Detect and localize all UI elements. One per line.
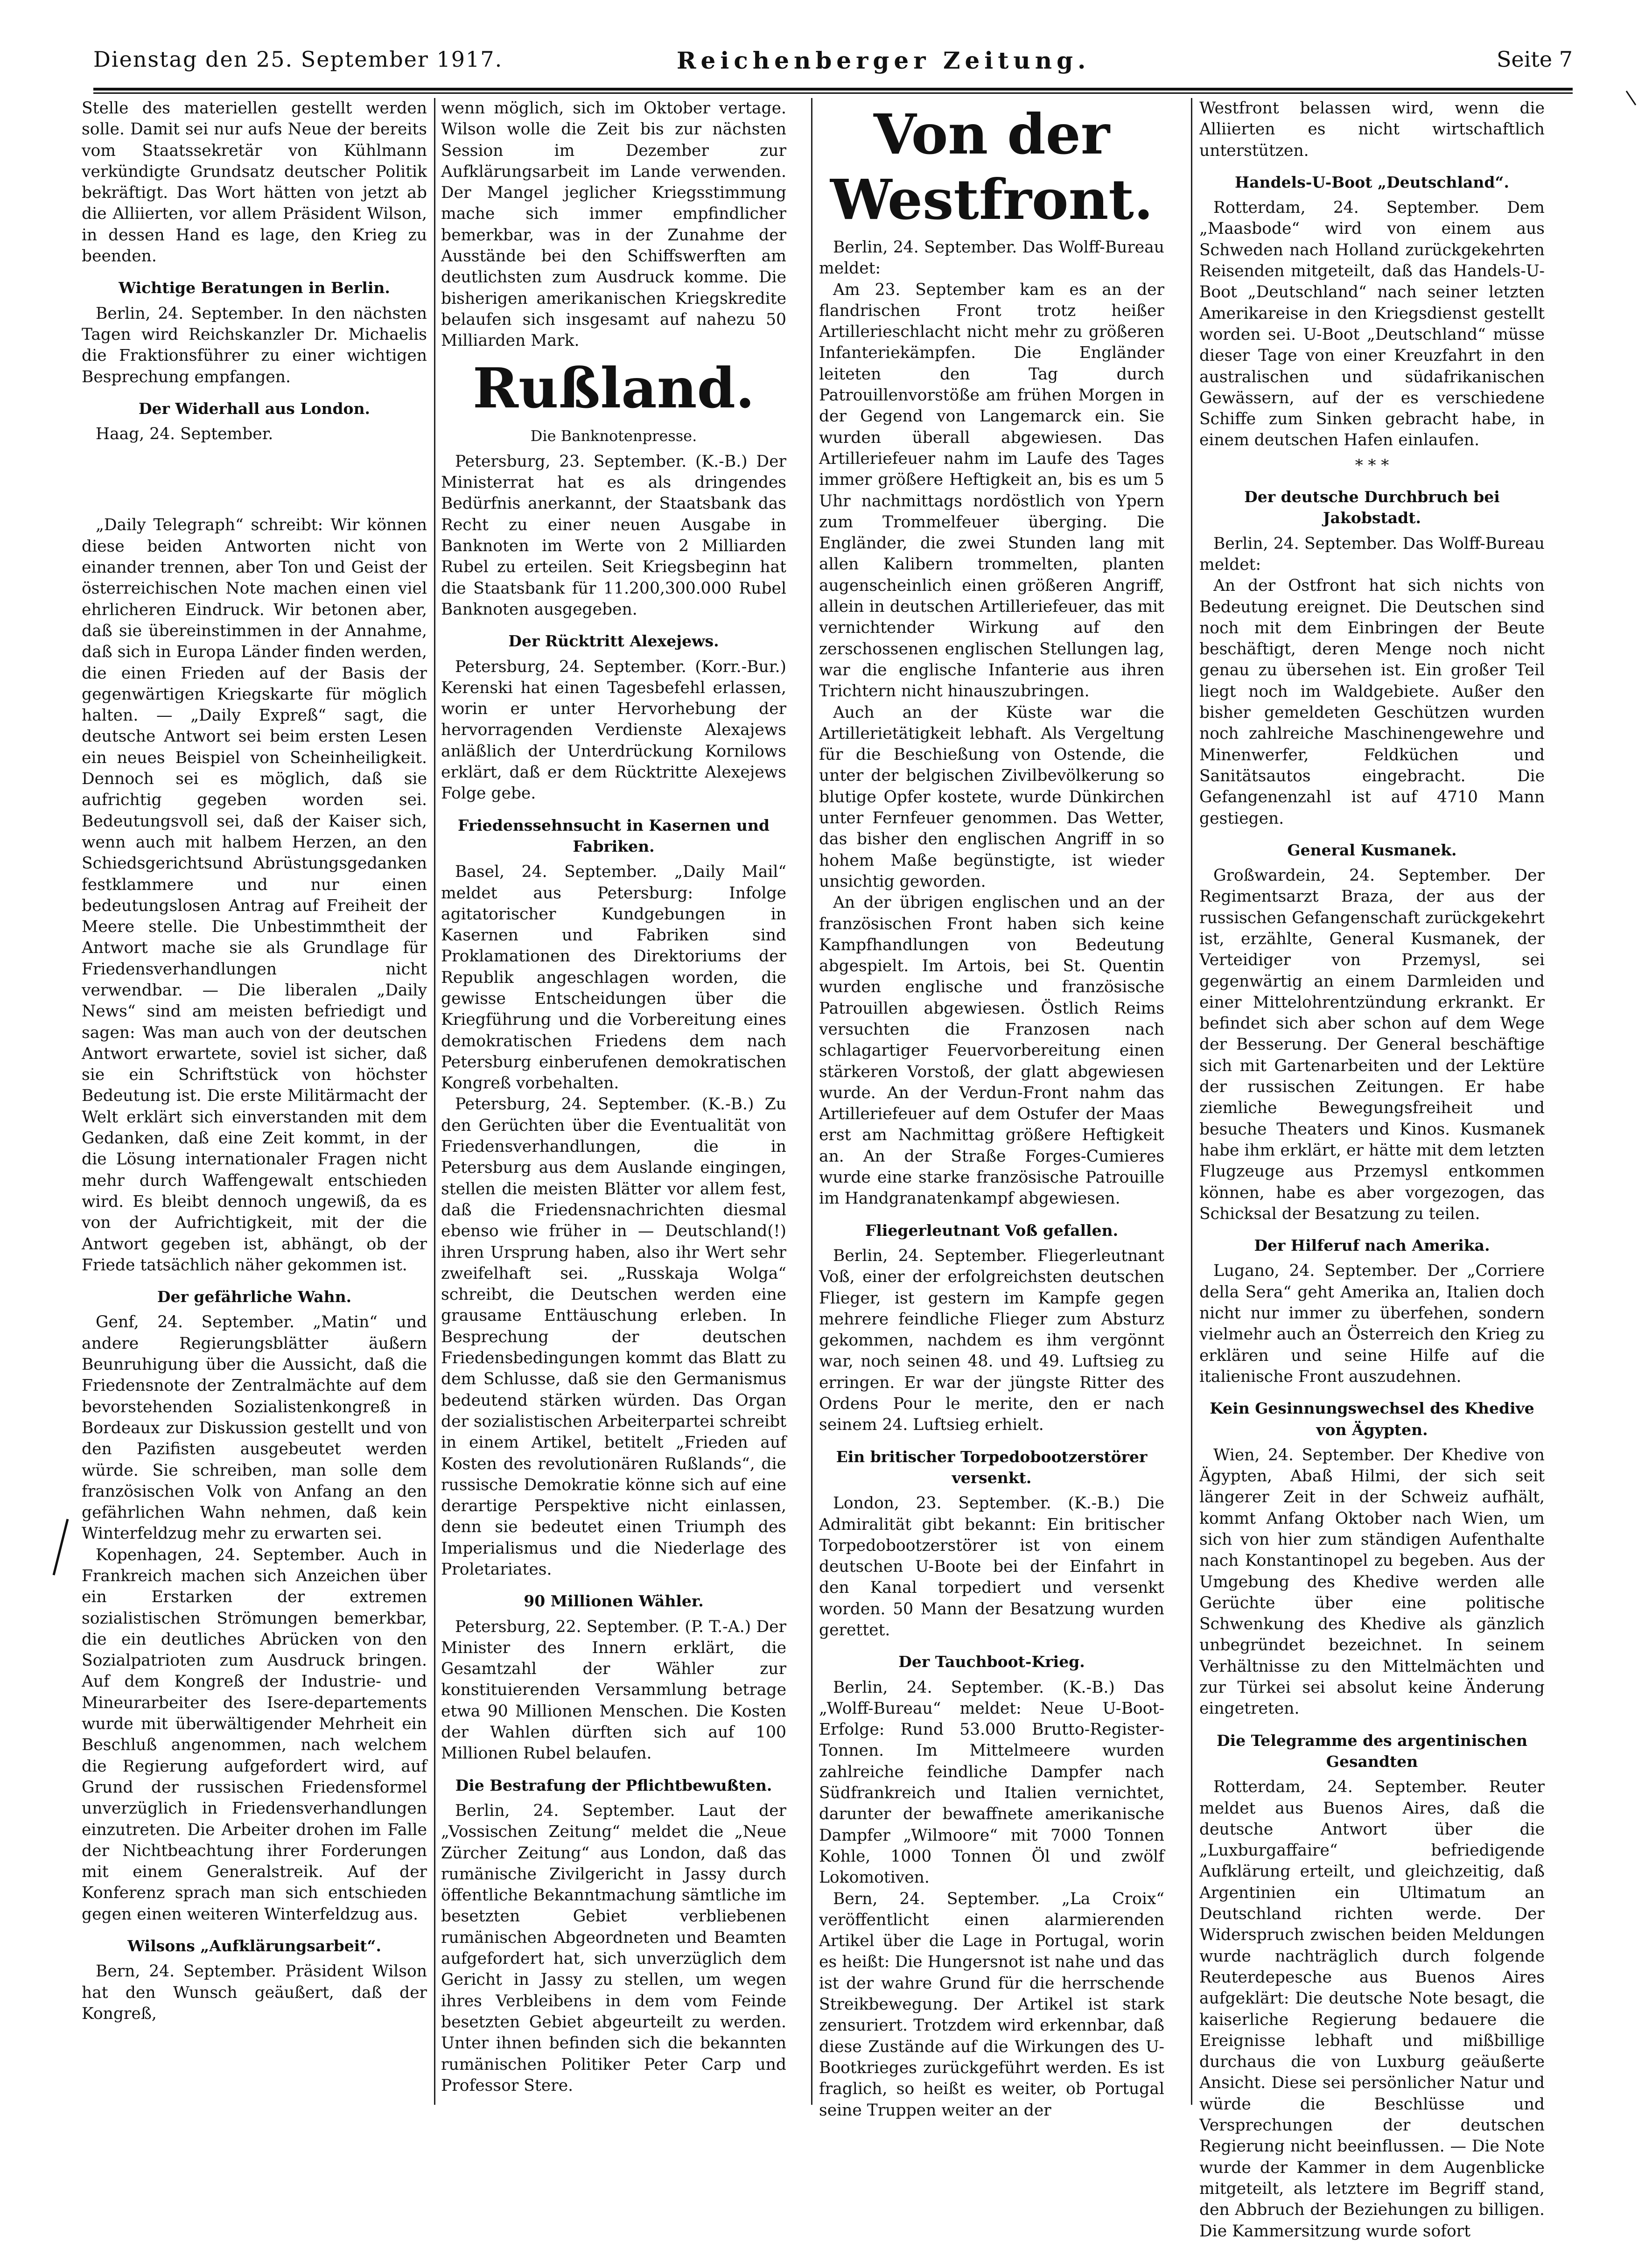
article-text: Auch an der Küste war die Artillerietätigkeit lebhaft. Als Vergeltung für die Beschießung von Ostende, die unter der belgischen Zivilbevölkerung so blutige Opfer kostete, wurde Dünkirchen unter Fernfeuer genommen. Das Wetter, das bisher den englischen Angriff in so hohem Maße begünstigte, ist wieder unsichtig geworden. [819,703,1164,891]
article-heading: Der Widerhall aus London. [138,399,371,418]
article-text: Petersburg, 24. September. (K.-B.) Zu den Gerüchten über die Eventualität von Friedensverhandlungen, die in Petersburg aus dem Auslande eingingen, stellen die meisten Blätter vor allem fest, daß die Friedensnachrichten diesmal ebenso wie früher in — Deutschland(!) ihren Ursprung haben, also ihr Wert sehr zweifelhaft sei. „Russkaja Wolga“ schreibt, die Deutschen werden eine grausame Enttäuschung erleben. In Besprechung der deutschen Friedensbedingungen kommt das Blatt zu dem Schlusse, daß sie den Germanismus bedeutend stärken würden. Das Organ der sozialistischen Arbeiterpartei schreibt in einem Artikel, betitelt „Frieden auf Kosten des revolutionären Rußlands“, die russische Demokratie könne sich auf eine derartige Perspektive nicht einlassen, denn sie bedeutet einen Triumph des Imperialismus und die Niederlage des Proletariates. [441,1095,787,1579]
article-text: Bern, 24. September. „La Croix“ veröffentlicht einen alarmierenden Artikel über die Lage in Portugal, worin es heißt: Die Hungersnot ist nahe und das ist der wahre Grund für die herrschende Streikbewegung. Der Artikel ist stark zensuriert. Trotzdem wird erkennbar, daß diese Zustände auf die Wirkungen des U-Bootkrieges zurückgeführt werden. Es ist fraglich, so heißt es weiter, ob Portugal seine Truppen weiter an der [819,1889,1164,2120]
column-rule [1191,98,1192,2105]
article-text: „Daily Telegraph“ schreibt: Wir können diese beiden Antworten nicht von einander trennen, aber Ton und Geist der österreichischen Note machen einen viel ehrlicheren Eindruck. Wir betonen aber, daß sie übereinstimmen in der Annahme, daß sich in Europa Länder finden werden, die einen Frieden auf der Basis der gegenwärtigen Kriegskarte für möglich halten. — „Daily Expreß“ sagt, die deutsche Antwort sei beim ersten Lesen ein neues Beispiel von Scheinheiligkeit. Dennoch sei es möglich, daß sie aufrichtig gegeben worden sei. Bedeutungsvoll sei, daß der Kaiser sich, wenn auch mit halbem Herzen, an den Schiedsgerichtsund Abrüstungsgedanken festklammere und nur einen bedeutungslosen Antrag auf Freiheit der Meere stelle. Die Unbestimmtheit der Antwort mache sie als Grundlage für Friedensverhandlungen nicht verwendbar. — Die liberalen „Daily News“ sind am meisten befriedigt und sagen: Was man auch von der deutschen Antwort erwartete, soviel ist sicher, daß sie ein Schriftstück von höchster Bedeutung ist. Die erste Militärmacht der Welt erklärt sich einverstanden mit dem Gedanken, daß eine Zeit kommt, in der die Lösung internationaler Fragen nicht mehr durch Waffengewalt entschieden wird. Es bleibt dennoch ungewiß, da es von der Aufrichtigkeit, mit der die Antwort gegeben ist, abhängt, ob der Friede tatsächlich näher gekommen ist. [82,516,427,1275]
header-rule-thin [93,92,1573,94]
dateline: Haag, 24. September. [96,425,273,444]
article-heading: Ein britischer Torpedobootzerstörer versenkt. [836,1447,1148,1487]
column-rule [811,98,812,2105]
article-text: Wien, 24. September. Der Khedive von Ägypten, Abaß Hilmi, der sich seit längerer Zeit in der Schweiz aufhält, kommt Anfang Oktober nach Wien, um sich von hier zum ständigen Aufenthalte nach Konstantinopel zu begeben. Aus der Umgebung des Khedive werden alle Gerüchte über eine politische Schwenkung des Khedive als gänzlich unbegründet bezeichnet. In seinem Verhältnisse zu den Mittelmächten und zur Türkei sei absolut keine Änderung eingetreten. [1199,1445,1545,1718]
article-text: Basel, 24. September. „Daily Mail“ meldet aus Petersburg: Infolge agitatorischer Kundgebungen in Kasernen und Fabriken sind Proklamationen des Direktoriums der Republik angeschlagen worden, die gewisse Entscheidungen über die Kriegführung und die Vorbereitung eines demokratischen Friedens dem nach Petersburg einberufenen demokratischen Kongreß vorbehalten. [441,862,786,1093]
article-heading: Der Hilferuf nach Amerika. [1254,1236,1490,1255]
section-heading: Rußland. [472,355,755,420]
article-text: wenn möglich, sich im Oktober vertage. Wilson wolle die Zeit bis zur nächsten Session im Dezember zur Aufklärungsarbeit im Lande verwenden. Der Mangel jeglicher Kriegsstimmung mache sich immer empfindlicher bemerkbar, was in der Zunahme der Ausstände bei den Schiffswerften am deutlichsten zum Ausdruck komme. Die bisherigen amerikanischen Kriegskredite belaufen sich insgesamt auf nahezu 50 Milliarden Mark. [441,99,786,350]
article-text: An der Ostfront hat sich nichts von Bedeutung ereignet. Die Deutschen sind noch mit dem Einbringen der Beute beschäftigt, deren Menge noch nicht genau zu übersehen ist. Ein großer Teil liegt noch im Waldgebiete. Außer den bisher gemeldeten Geschützen wurden noch zahlreiche Maschinengewehre und Minenwerfer, Feldküchen und Sanitätsautos eingebracht. Die Gefangenenzahl ist auf 4710 Mann gestiegen. [1199,576,1545,828]
article-heading: Der Tauchboot-Krieg. [898,1653,1085,1671]
column-4 [1199,98,1545,2241]
column-1 [82,98,427,2142]
article-text: Am 23. September kam es an der flandrischen Front trotz heißer Artillerieschlacht nicht mehr zu größeren Infanteriekämpfen. Die Engländer leiteten den Tag durch Patrouillenvorstöße am frühen Morgen in der Gegend von Langemarck ein. Sie wurden überall abgewiesen. Das Artilleriefeuer nahm im Laufe des Tages immer größere Heftigkeit an, bis es um 5 Uhr nachmittags nordöstlich von Ypern zum Trommelfeuer überging. Die Engländer, die zwei Stunden lang mit allen Kalibern trommelten, planten augenscheinlich einen größeren Angriff, allein in deutschen Artilleriefeuer, das mit vernichtender Wirkung auf den zerschossenen englischen Stellungen lag, war die englische Infanterie aus ihren Trichtern nicht hinauszubringen. [819,280,1164,701]
article-text: Petersburg, 23. September. (K.-B.) Der Ministerrat hat es als dringendes Bedürfnis anerkannt, der Staatsbank das Recht zu einer neuen Ausgabe in Banknoten im Werte von 2 Milliarden Rubel zu erteilen. Seit Kriegsbeginn hat die Staatsbank für 11.200,300.000 Rubel Banknoten ausgegeben. [441,452,786,619]
article-text: Stelle des materiellen gestellt werden solle. Damit sei nur aufs Neue der bereits vom Staatssekretär von Kühlmann verkündigte Grundsatz deutscher Politik bekräftigt. Das Wort hätten von jetzt ab die Alliierten, vor allem Präsident Wilson, in dessen Hand es lage, den Krieg zu beenden. [82,99,427,266]
column-rule [434,98,435,2105]
newspaper-title: Reichenberger Zeitung. [677,47,1091,74]
corner-mark-icon [1624,89,1638,107]
article-heading: Wichtige Beratungen in Berlin. [119,279,390,297]
article-text: Bern, 24. September. Präsident Wilson hat den Wunsch geäußert, daß der Kongreß, [82,1962,427,2023]
dateline: Berlin, 24. September. Das Wolff-Bureau meldet: [819,238,1164,278]
article-text: Kopenhagen, 24. September. Auch in Frankreich machen sich Anzeichen über ein Erstarken der extremen sozialistischen Strömungen bemerkbar, die ein deutliches Abrücken von den Sozialpatrioten zum Ausdruck bringen. Auf dem Kongreß der Industrie- und Mineurarbeiter des Isere-departements wurde mit überwältigender Mehrheit ein Beschluß angenommen, nach welchem die Regierung aufgefordert wird, auf Grund der russischen Friedensformel unverzüglich in Friedensverhandlungen einzutreten. Die Arbeiter drohen im Falle der Nichtbeachtung ihrer Forderungen mit einem Generalstreik. Auf der Konferenz sprach man sich entschieden gegen einen weiteren Winterfeldzug aus. [82,1545,427,1924]
margin-mark-icon [47,1517,75,1577]
article-heading: Der gefährliche Wahn. [157,1288,352,1306]
article-heading: Fliegerleutnant Voß gefallen. [865,1221,1119,1240]
page-header [93,47,1573,84]
article-heading: Die Telegramme des argentinischen Gesandten [1216,1731,1528,1771]
article-heading: Der Rücktritt Alexejews. [508,632,719,651]
article-heading: Wilsons „Aufklärungsarbeit“. [127,1937,381,1955]
article-text: Berlin, 24. September. (K.-B.) Das „Wolff-Bureau“ meldet: Neue U-Boot-Erfolge: Rund 53.000 Brutto-Register-Tonnen. Im Mittelmeere wurden zahlreiche feindliche Dampfer nach Südfrankreich und Italien vernichtet, darunter der bewaffnete amerikanische Dampfer „Wilmoore“ mit 7000 Tonnen Kohle, 1000 Tonnen Öl und zwölf Lokomotiven. [819,1678,1164,1887]
article-text: London, 23. September. (K.-B.) Die Admiralität gibt bekannt: Ein britischer Torpedobootzerstörer ist von einem deutschen U-Boote bei der Einfahrt in den Kanal torpediert und versenkt worden. 50 Mann der Besatzung wurden gerettet. [819,1494,1164,1639]
article-heading: Handels-U-Boot „Deutschland“. [1235,173,1509,191]
dateline: Berlin, 24. September. Das Wolff-Bureau meldet: [1199,534,1545,574]
article-heading: Kein Gesinnungswechsel des Khedive von Ägypten. [1210,1399,1534,1439]
article-text: An der übrigen englischen und an der französischen Front haben sich keine Kampfhandlungen von Bedeutung abgespielt. Im Artois, bei St. Quentin wurden englische und französische Patrouillen abgewiesen. Östlich Reims versuchten die Franzosen nach schlagartiger Feuervorbereitung einen stärkeren Vorstoß, der glatt abgewiesen wurde. An der Verdun-Front nahm das Artilleriefeuer auf dem Ostufer der Maas erst am Nachmittag größere Heftigkeit an. An der Straße Forges-Cumieres wurde eine starke französische Patrouille im Handgranatenkampf abgewiesen. [819,893,1164,1208]
blank-space [82,445,427,515]
header-rule [93,88,1573,91]
article-text: Berlin, 24. September. In den nächsten Tagen wird Reichskanzler Dr. Michaelis die Fraktionsführer zu einer wichtigen Besprechung empfangen. [82,304,427,386]
article-text: Petersburg, 22. September. (P. T.-A.) Der Minister des Innern erklärt, die Gesamtzahl der Wähler zur konstituierenden Versammlung betrage etwa 90 Millionen Menschen. Die Kosten der Wahlen dürften sich auf 100 Millionen Rubel belaufen. [441,1617,786,1763]
section-divider: * * * [1355,455,1389,475]
article-text: Petersburg, 24. September. (Korr.-Bur.) Kerenski hat einen Tagesbefehl erlassen, worin er unter Hervorhebung der hervorragenden Verdienste Alexajews anläßlich der Unterdrückung Kornilows erklärt, daß er dem Rücktritte Alexejews Folge gebe. [441,657,786,803]
article-heading: General Kusmanek. [1287,841,1457,859]
article-heading: Friedenssehnsucht in Kasernen und Fabriken. [458,816,770,855]
article-text: Berlin, 24. September. Fliegerleutnant Voß, einer der erfolgreichsten deutschen Flieger, ist gestern im Kampfe gegen mehrere feindliche Flieger zum Absturz gekommen, nachdem es ihm vergönnt war, noch seinen 48. und 49. Luftsieg zu erringen. Er war der jüngste Ritter des Ordens Pour le merite, den er nach seinem 24. Luftsieg erhielt. [819,1246,1164,1435]
column-3 [819,98,1164,2142]
article-heading: Die Bestrafung der Pflichtbewußten. [455,1776,772,1794]
article-text: Genf, 24. September. „Matin“ und andere Regierungsblätter äußern Beunruhigung über die Aussicht, daß die Friedensnote der Zentralmächte auf dem bevorstehenden Sozialistenkongreß in Bordeaux zur Diskussion gestellt und von den Pazifisten ausgebeutet werden würde. Sie schreiben, man solle dem französischen Volk von Anfang an den gefährlichen Wahn nehmen, daß kein Winterfeldzug mehr zu erwarten sei. [82,1313,427,1543]
article-heading: Die Banknotenpresse. [530,427,697,445]
article-text: Großwardein, 24. September. Der Regimentsarzt Braza, der aus der russischen Gefangenschaft zurückgekehrt ist, erzählte, General Kusmanek, der Verteidiger von Przemysl, sei gegenwärtig an einem Darmleiden und einer Mittelohrentzündung erkrankt. Er befindet sich aber schon auf dem Wege der Besserung. Der General beschäftige sich mit Gartenarbeiten und der Lektüre der russischen Zeitungen. Er habe ziemliche Bewegungsfreiheit und besuche Theaters und Kinos. Kusmanek habe ihm erklärt, er hätte mit dem letzten Flugzeuge aus Przemysl entkommen können, habe es aber vorgezogen, das Schicksal der Besatzung zu teilen. [1199,866,1545,1223]
issue-date: Dienstag den 25. September 1917. [93,47,503,72]
article-text: Westfront belassen wird, wenn die Alliierten es nicht wirtschaftlich unterstützen. [1199,99,1545,160]
article-text: Rotterdam, 24. September. Dem „Maasbode“ wird von einem aus Schweden nach Holland zurückgekehrten Reisenden mitgeteilt, daß das Handels-U-Boot „Deutschland“ nach seiner letzten Amerikareise in den Kriegsdienst gestellt worden sei. U-Boot „Deutschland“ müsse dieser Tage von einer Kreuzfahrt in den australischen und südafrikanischen Gewässern, auf der es verschiedene Schiffe zum Sinken gebracht habe, in einem deutschen Hafen einlaufen. [1199,198,1545,450]
page-number: Seite 7 [1496,47,1573,72]
article-text: Lugano, 24. September. Der „Corriere della Sera“ geht Amerika an, Italien doch nicht nur immer zu überfehen, sondern vielmehr auch an Österreich den Krieg zu erklären und seine Hilfe auf die italienische Front auszudehnen. [1199,1261,1545,1386]
column-2 [441,98,786,2142]
article-text: Berlin, 24. September. Laut der „Vossischen Zeitung“ meldet die „Neue Zürcher Zeitung“ aus London, daß das rumänische Zivilgericht in Jassy durch öffentliche Bekanntmachung sämtliche im besetzten Gebiet verbliebenen rumänischen Abgeordneten und Beamten aufgefordert hat, sich unverzüglich dem Gericht in Jassy zu stellen, um wegen ihres Verbleibens in dem vom Feinde besetzten Gebiet abgeurteilt zu werden. Unter ihnen befinden sich die bekannten rumänischen Politiker Peter Carp und Professor Stere. [441,1801,786,2095]
article-text: Rotterdam, 24. September. Reuter meldet aus Buenos Aires, daß die deutsche Antwort über die „Luxburgaffaire“ befriedigende Aufklärung erteilt, und gleichzeitig, daß Argentinien ein Ultimatum an Deutschland richten werde. Der Widerspruch zwischen beiden Meldungen wurde nachträglich durch folgende Reuterdepesche aus Buenos Aires aufgeklärt: Die deutsche Note besagt, die kaiserliche Regierung bedauere die Ereignisse lebhaft und mißbillige durchaus die von Luxburg geäußerte Ansicht. Diese sei persönlicher Natur und würde die Beschlüsse und Versprechungen der deutschen Regierung nicht beeinflussen. — Die Note wurde der Kammer in dem Augenblicke mitgeteilt, als letztere im Begriff stand, den Abbruch der Beziehungen zu billigen. Die Kammersitzung wurde sofort [1199,1778,1545,2241]
section-heading: Von der Westfront. [830,102,1153,232]
article-heading: 90 Millionen Wähler. [524,1592,704,1611]
article-heading: Der deutsche Durchbruch bei Jakobstadt. [1244,488,1500,527]
